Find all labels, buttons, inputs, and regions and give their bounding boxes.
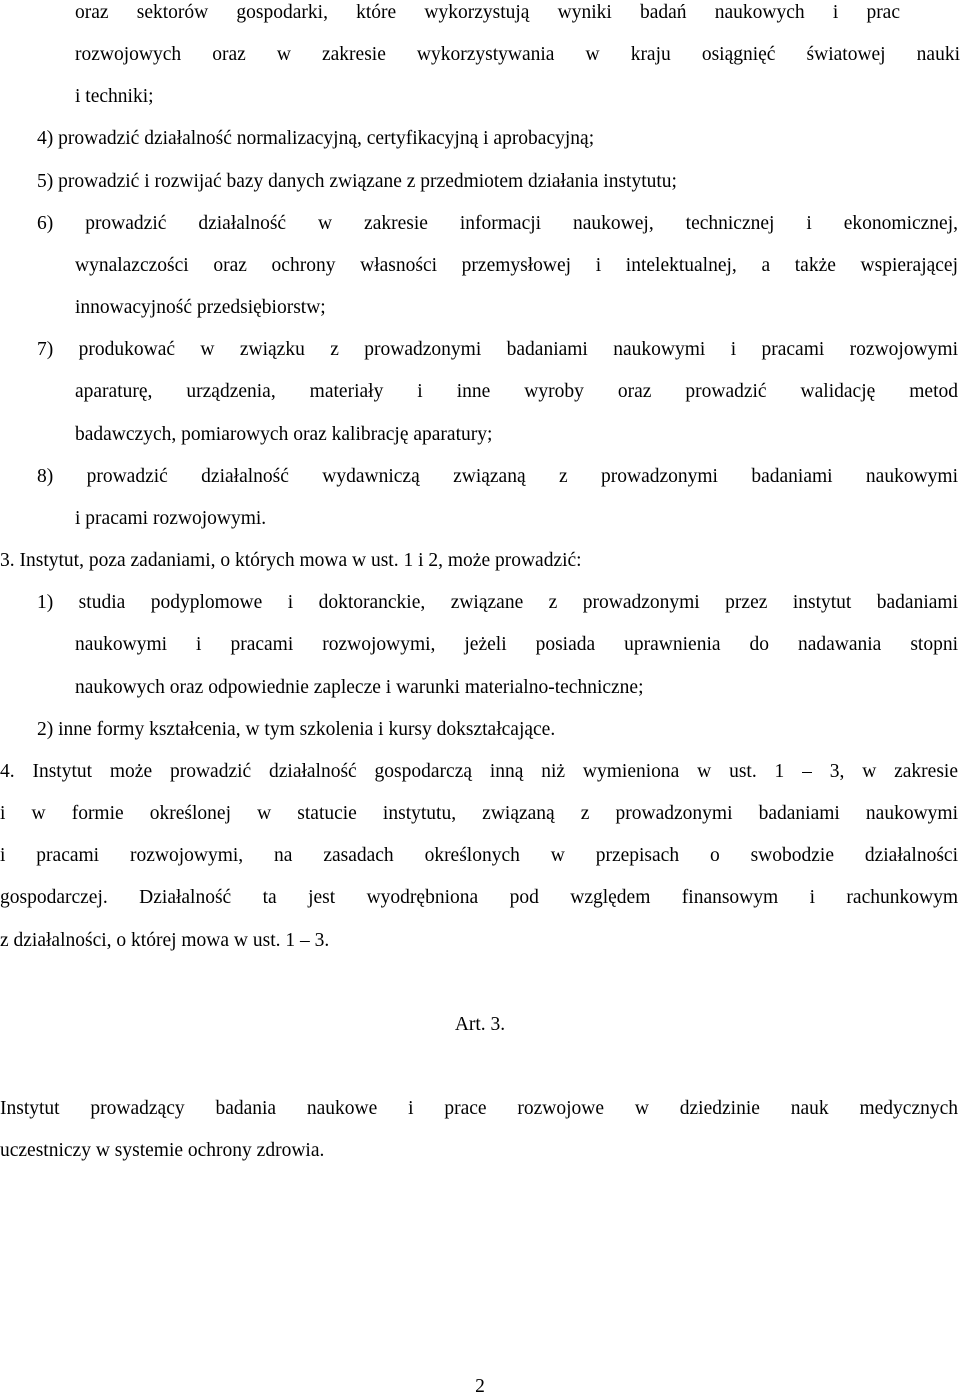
item-3-line-1: oraz sektorów gospodarki, które wykorzystują wyniki badań naukowych i prac (75, 2, 900, 23)
article-3-line-1: Instytut prowadzący badania naukowe i prace rozwojowe w dziedzinie nauk medycznych (0, 1098, 958, 1119)
section-4-line-5: z działalności, o której mowa w ust. 1 – 3. (0, 930, 330, 951)
section-3-item-1-line-1: 1) studia podyplomowe i doktoranckie, związane z prowadzonymi przez instytut badaniami (37, 592, 958, 613)
section-3-heading: 3. Instytut, poza zadaniami, o których mowa w ust. 1 i 2, może prowadzić: (0, 550, 582, 571)
item-8-line-1: 8) prowadzić działalność wydawniczą związaną z prowadzonymi badaniami naukowymi (37, 466, 958, 487)
item-4-line-1: 4) prowadzić działalność normalizacyjną, certyfikacyjną i aprobacyjną; (37, 128, 595, 149)
item-3-line-2: rozwojowych oraz w zakresie wykorzystywania w kraju osiągnięć światowej nauki (75, 44, 960, 65)
section-3-item-2-line-1: 2) inne formy kształcenia, w tym szkolenia i kursy dokształcające. (37, 719, 556, 740)
section-4-line-4: gospodarczej. Działalność ta jest wyodrębniona pod względem finansowym i rachunkowym (0, 887, 958, 908)
item-7-line-3: badawczych, pomiarowych oraz kalibrację aparatury; (75, 424, 493, 445)
item-6-line-1: 6) prowadzić działalność w zakresie informacji naukowej, technicznej i ekonomicznej, (37, 213, 958, 234)
item-7-line-1: 7) produkować w związku z prowadzonymi badaniami naukowymi i pracami rozwojowymi (37, 339, 958, 360)
section-4-line-3: i pracami rozwojowymi, na zasadach określonych w przepisach o swobodzie działalności (0, 845, 958, 866)
section-3-item-1-line-3: naukowych oraz odpowiednie zaplecze i warunki materialno-techniczne; (75, 677, 644, 698)
item-8-line-2: i pracami rozwojowymi. (75, 508, 267, 529)
page-number: 2 (475, 1376, 485, 1397)
article-3-line-2: uczestniczy w systemie ochrony zdrowia. (0, 1140, 325, 1161)
section-4-line-1: 4. Instytut może prowadzić działalność gospodarczą inną niż wymieniona w ust. 1 – 3, w zakresie (0, 761, 958, 782)
section-3-item-1-line-2: naukowymi i pracami rozwojowymi, jeżeli posiada uprawnienia do nadawania stopni (75, 634, 958, 655)
article-3-heading: Art. 3. (454, 1014, 506, 1035)
item-5-line-1: 5) prowadzić i rozwijać bazy danych związane z przedmiotem działania instytutu; (37, 171, 677, 192)
section-4-line-2: i w formie określonej w statucie instytutu, związaną z prowadzonymi badaniami naukowymi (0, 803, 958, 824)
item-6-line-3: innowacyjność przedsiębiorstw; (75, 297, 326, 318)
item-3-line-3: i techniki; (75, 86, 154, 107)
item-7-line-2: aparaturę, urządzenia, materiały i inne wyroby oraz prowadzić walidację metod (75, 381, 958, 402)
item-6-line-2: wynalazczości oraz ochrony własności przemysłowej i intelektualnej, a także wspierającej (75, 255, 958, 276)
